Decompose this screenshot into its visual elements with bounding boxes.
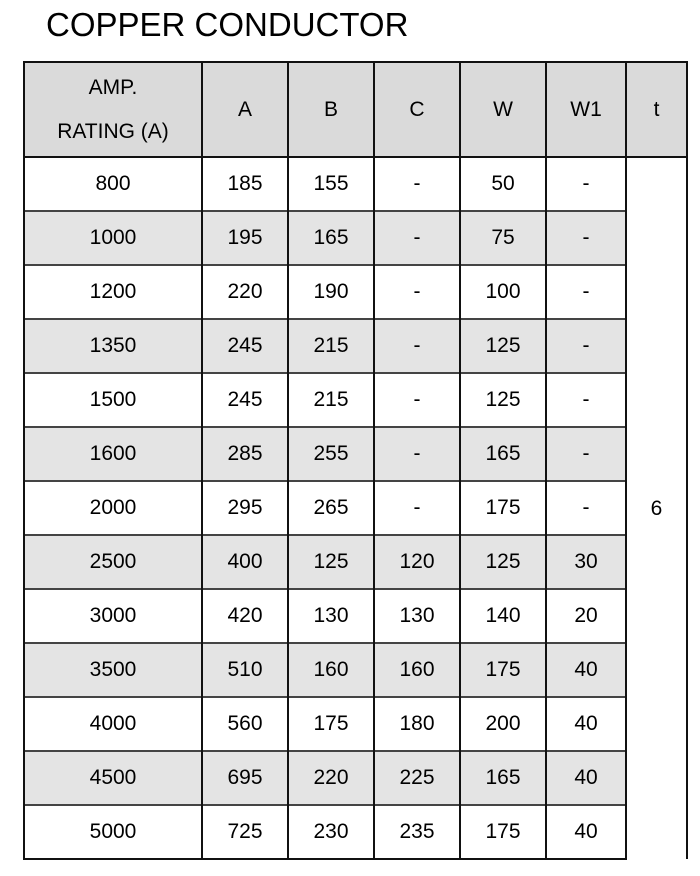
table-row [24,535,687,589]
cell-b: 215 [288,373,374,427]
header-b: B [288,62,374,157]
header-a: A [202,62,288,157]
cell-a: 245 [202,373,288,427]
cell-w: 50 [460,157,546,211]
table-row [24,589,687,643]
header-amp-rating [24,62,202,157]
copper-conductor-table [23,61,688,860]
table-row [24,157,687,211]
cell-w: 165 [460,751,546,805]
header-c: C [374,62,460,157]
header-amp-line2: RATING (A) [57,119,169,143]
cell-c: 225 [374,751,460,805]
table-row [24,427,687,481]
cell-a: 725 [202,805,288,859]
cell-b: 220 [288,751,374,805]
header-w1: W1 [546,62,626,157]
cell-w: 125 [460,373,546,427]
cell-b: 155 [288,157,374,211]
cell-c: 235 [374,805,460,859]
cell-b: 130 [288,589,374,643]
cell-w: 140 [460,589,546,643]
cell-w1: - [546,319,626,373]
cell-c: 160 [374,643,460,697]
cell-w1: 30 [546,535,626,589]
cell-b: 125 [288,535,374,589]
cell-w1: - [546,481,626,535]
table-row [24,319,687,373]
cell-w1: - [546,265,626,319]
cell-amp: 2500 [24,535,202,589]
cell-b: 165 [288,211,374,265]
cell-a: 695 [202,751,288,805]
cell-w1: 20 [546,589,626,643]
cell-b: 265 [288,481,374,535]
cell-w1: - [546,157,626,211]
table-row [24,643,687,697]
cell-amp: 800 [24,157,202,211]
cell-w1: - [546,373,626,427]
cell-amp: 4500 [24,751,202,805]
cell-amp: 1200 [24,265,202,319]
cell-a: 560 [202,697,288,751]
cell-b: 190 [288,265,374,319]
cell-c: - [374,427,460,481]
cell-a: 510 [202,643,288,697]
table-row [24,373,687,427]
cell-b: 230 [288,805,374,859]
cell-a: 420 [202,589,288,643]
cell-w: 125 [460,319,546,373]
cell-amp: 1500 [24,373,202,427]
table-row [24,481,687,535]
cell-amp: 1000 [24,211,202,265]
cell-c: - [374,319,460,373]
cell-c: 130 [374,589,460,643]
cell-c: - [374,157,460,211]
cell-c: - [374,211,460,265]
cell-c: 180 [374,697,460,751]
table-title: COPPER CONDUCTOR [46,6,409,43]
cell-w: 165 [460,427,546,481]
cell-w: 100 [460,265,546,319]
cell-amp: 1600 [24,427,202,481]
cell-w: 75 [460,211,546,265]
table-row [24,697,687,751]
cell-a: 185 [202,157,288,211]
cell-c: - [374,265,460,319]
cell-a: 285 [202,427,288,481]
cell-amp: 3500 [24,643,202,697]
table-row [24,805,687,859]
header-row [24,62,687,157]
cell-w1: - [546,211,626,265]
cell-w1: 40 [546,751,626,805]
cell-w1: - [546,427,626,481]
cell-w: 125 [460,535,546,589]
cell-w1: 40 [546,805,626,859]
cell-t-value: 6 [626,157,687,859]
cell-w: 175 [460,643,546,697]
cell-b: 255 [288,427,374,481]
cell-amp: 3000 [24,589,202,643]
cell-b: 160 [288,643,374,697]
table-row [24,211,687,265]
cell-b: 175 [288,697,374,751]
cell-w: 175 [460,481,546,535]
cell-amp: 1350 [24,319,202,373]
cell-a: 400 [202,535,288,589]
header-amp-line1: AMP. [88,75,138,99]
cell-w: 200 [460,697,546,751]
cell-amp: 5000 [24,805,202,859]
header-w: W [460,62,546,157]
cell-w1: 40 [546,697,626,751]
cell-c: - [374,373,460,427]
cell-b: 215 [288,319,374,373]
cell-c: 120 [374,535,460,589]
cell-w: 175 [460,805,546,859]
table-row [24,751,687,805]
cell-amp: 2000 [24,481,202,535]
cell-a: 220 [202,265,288,319]
cell-a: 295 [202,481,288,535]
cell-amp: 4000 [24,697,202,751]
cell-a: 245 [202,319,288,373]
cell-c: - [374,481,460,535]
header-t: t [626,62,687,157]
table-row [24,265,687,319]
cell-a: 195 [202,211,288,265]
cell-w1: 40 [546,643,626,697]
